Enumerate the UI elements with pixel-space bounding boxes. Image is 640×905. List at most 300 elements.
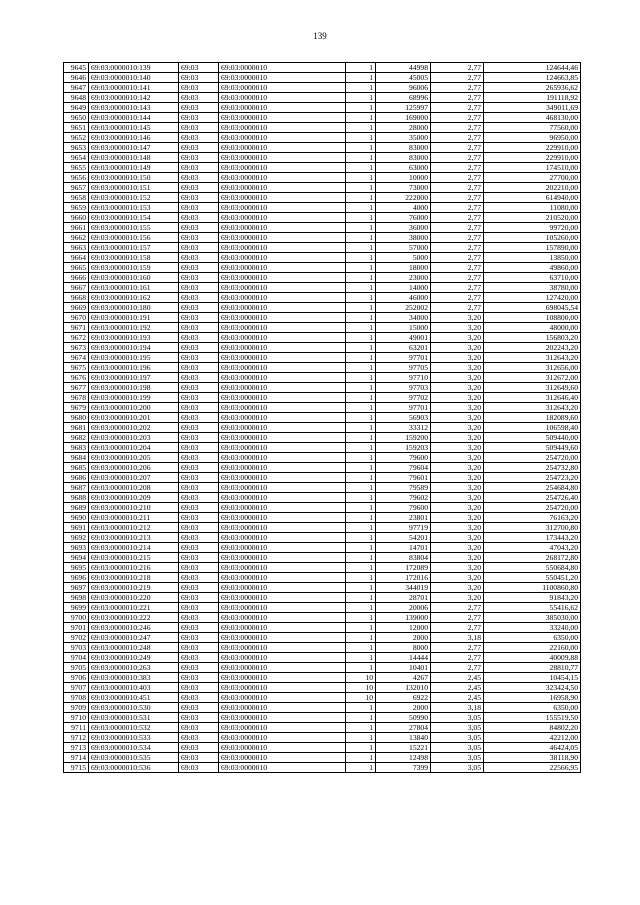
count-cell: 1 [346, 153, 376, 163]
count-cell: 1 [346, 523, 376, 533]
region-code-cell: 69:03 [179, 443, 219, 453]
area-cell: 14000 [376, 283, 431, 293]
row-number-cell: 9657 [64, 183, 89, 193]
area-cell: 344019 [376, 583, 431, 593]
row-number-cell: 9665 [64, 263, 89, 273]
rate-cell: 2,77 [431, 603, 484, 613]
rate-cell: 3,05 [431, 713, 484, 723]
area-cell: 132010 [376, 683, 431, 693]
cadastral-number-cell: 69:03:0000010:209 [89, 493, 179, 503]
count-cell: 1 [346, 653, 376, 663]
region-code-cell: 69:03 [179, 403, 219, 413]
area-cell: 14701 [376, 543, 431, 553]
table-row [64, 433, 581, 443]
rate-cell: 3,20 [431, 343, 484, 353]
value-cell: 191118,92 [484, 93, 581, 103]
cadastral-quarter-cell: 69:03:0000010 [219, 483, 346, 493]
cadastral-number-cell: 69:03:0000010:197 [89, 373, 179, 383]
region-code-cell: 69:03 [179, 363, 219, 373]
cadastral-quarter-cell: 69:03:0000010 [219, 693, 346, 703]
area-cell: 33312 [376, 423, 431, 433]
count-cell: 1 [346, 623, 376, 633]
cadastral-number-cell: 69:03:0000010:161 [89, 283, 179, 293]
count-cell: 1 [346, 703, 376, 713]
cadastral-number-cell: 69:03:0000010:531 [89, 713, 179, 723]
rate-cell: 3,20 [431, 473, 484, 483]
cadastral-quarter-cell: 69:03:0000010 [219, 123, 346, 133]
row-number-cell: 9645 [64, 63, 89, 73]
cadastral-number-cell: 69:03:0000010:158 [89, 253, 179, 263]
region-code-cell: 69:03 [179, 753, 219, 763]
row-number-cell: 9685 [64, 463, 89, 473]
rate-cell: 3,05 [431, 723, 484, 733]
rate-cell: 3,20 [431, 313, 484, 323]
cadastral-quarter-cell: 69:03:0000010 [219, 613, 346, 623]
value-cell: 127420,00 [484, 293, 581, 303]
count-cell: 1 [346, 123, 376, 133]
cadastral-number-cell: 69:03:0000010:160 [89, 273, 179, 283]
area-cell: 10000 [376, 173, 431, 183]
cadastral-number-cell: 69:03:0000010:248 [89, 643, 179, 653]
row-number-cell: 9683 [64, 443, 89, 453]
cadastral-quarter-cell: 69:03:0000010 [219, 243, 346, 253]
table-row [64, 193, 581, 203]
cadastral-number-cell: 69:03:0000010:147 [89, 143, 179, 153]
count-cell: 1 [346, 513, 376, 523]
table-row [64, 743, 581, 753]
cadastral-quarter-cell: 69:03:0000010 [219, 143, 346, 153]
table-row [64, 163, 581, 173]
region-code-cell: 69:03 [179, 83, 219, 93]
count-cell: 1 [346, 323, 376, 333]
region-code-cell: 69:03 [179, 133, 219, 143]
rate-cell: 2,45 [431, 693, 484, 703]
table-row [64, 133, 581, 143]
cadastral-quarter-cell: 69:03:0000010 [219, 363, 346, 373]
cadastral-quarter-cell: 69:03:0000010 [219, 663, 346, 673]
table-row [64, 543, 581, 553]
count-cell: 1 [346, 93, 376, 103]
value-cell: 77560,00 [484, 123, 581, 133]
rate-cell: 3,20 [431, 363, 484, 373]
rate-cell: 3,20 [431, 553, 484, 563]
region-code-cell: 69:03 [179, 143, 219, 153]
row-number-cell: 9654 [64, 153, 89, 163]
rate-cell: 2,77 [431, 213, 484, 223]
rate-cell: 3,20 [431, 373, 484, 383]
area-cell: 5000 [376, 253, 431, 263]
count-cell: 1 [346, 333, 376, 343]
table-row [64, 633, 581, 643]
cadastral-number-cell: 69:03:0000010:139 [89, 63, 179, 73]
area-cell: 49001 [376, 333, 431, 343]
cadastral-quarter-cell: 69:03:0000010 [219, 353, 346, 363]
row-number-cell: 9659 [64, 203, 89, 213]
area-cell: 18000 [376, 263, 431, 273]
area-cell: 222000 [376, 193, 431, 203]
cadastral-number-cell: 69:03:0000010:532 [89, 723, 179, 733]
region-code-cell: 69:03 [179, 583, 219, 593]
value-cell: 11080,00 [484, 203, 581, 213]
rate-cell: 3,20 [431, 583, 484, 593]
rate-cell: 2,77 [431, 613, 484, 623]
cadastral-quarter-cell: 69:03:0000010 [219, 73, 346, 83]
row-number-cell: 9715 [64, 763, 89, 773]
value-cell: 28810,77 [484, 663, 581, 673]
area-cell: 79604 [376, 463, 431, 473]
table-row [64, 723, 581, 733]
row-number-cell: 9684 [64, 453, 89, 463]
region-code-cell: 69:03 [179, 333, 219, 343]
region-code-cell: 69:03 [179, 233, 219, 243]
region-code-cell: 69:03 [179, 703, 219, 713]
table-row [64, 463, 581, 473]
row-number-cell: 9689 [64, 503, 89, 513]
cadastral-quarter-cell: 69:03:0000010 [219, 153, 346, 163]
value-cell: 312646,40 [484, 393, 581, 403]
row-number-cell: 9708 [64, 693, 89, 703]
area-cell: 27804 [376, 723, 431, 733]
cadastral-quarter-cell: 69:03:0000010 [219, 433, 346, 443]
count-cell: 1 [346, 733, 376, 743]
region-code-cell: 69:03 [179, 463, 219, 473]
table-row [64, 363, 581, 373]
area-cell: 172089 [376, 563, 431, 573]
row-number-cell: 9702 [64, 633, 89, 643]
value-cell: 550451,20 [484, 573, 581, 583]
row-number-cell: 9701 [64, 623, 89, 633]
region-code-cell: 69:03 [179, 693, 219, 703]
region-code-cell: 69:03 [179, 663, 219, 673]
table-row [64, 573, 581, 583]
region-code-cell: 69:03 [179, 673, 219, 683]
table-row [64, 533, 581, 543]
area-cell: 63201 [376, 343, 431, 353]
area-cell: 44998 [376, 63, 431, 73]
cadastral-number-cell: 69:03:0000010:149 [89, 163, 179, 173]
rate-cell: 2,77 [431, 93, 484, 103]
region-code-cell: 69:03 [179, 263, 219, 273]
rate-cell: 3,20 [431, 403, 484, 413]
cadastral-quarter-cell: 69:03:0000010 [219, 673, 346, 683]
region-code-cell: 69:03 [179, 113, 219, 123]
value-cell: 46424,05 [484, 743, 581, 753]
value-cell: 312643,20 [484, 403, 581, 413]
table-row [64, 503, 581, 513]
cadastral-quarter-cell: 69:03:0000010 [219, 763, 346, 773]
cadastral-number-cell: 69:03:0000010:204 [89, 443, 179, 453]
count-cell: 1 [346, 663, 376, 673]
cadastral-quarter-cell: 69:03:0000010 [219, 393, 346, 403]
area-cell: 83000 [376, 143, 431, 153]
rate-cell: 3,20 [431, 503, 484, 513]
rate-cell: 2,77 [431, 153, 484, 163]
rate-cell: 3,20 [431, 463, 484, 473]
table-row [64, 113, 581, 123]
cadastral-number-cell: 69:03:0000010:151 [89, 183, 179, 193]
rate-cell: 2,77 [431, 643, 484, 653]
region-code-cell: 69:03 [179, 293, 219, 303]
row-number-cell: 9709 [64, 703, 89, 713]
region-code-cell: 69:03 [179, 313, 219, 323]
cadastral-number-cell: 69:03:0000010:192 [89, 323, 179, 333]
cadastral-number-cell: 69:03:0000010:203 [89, 433, 179, 443]
value-cell: 385030,00 [484, 613, 581, 623]
cadastral-quarter-cell: 69:03:0000010 [219, 753, 346, 763]
cadastral-quarter-cell: 69:03:0000010 [219, 323, 346, 333]
rate-cell: 2,77 [431, 83, 484, 93]
row-number-cell: 9686 [64, 473, 89, 483]
cadastral-number-cell: 69:03:0000010:196 [89, 363, 179, 373]
cadastral-quarter-cell: 69:03:0000010 [219, 713, 346, 723]
cadastral-number-cell: 69:03:0000010:218 [89, 573, 179, 583]
region-code-cell: 69:03 [179, 343, 219, 353]
rate-cell: 2,77 [431, 233, 484, 243]
table-row [64, 473, 581, 483]
value-cell: 157890,00 [484, 243, 581, 253]
value-cell: 614940,00 [484, 193, 581, 203]
table-row [64, 423, 581, 433]
area-cell: 97703 [376, 383, 431, 393]
cadastral-quarter-cell: 69:03:0000010 [219, 543, 346, 553]
region-code-cell: 69:03 [179, 173, 219, 183]
row-number-cell: 9713 [64, 743, 89, 753]
row-number-cell: 9678 [64, 393, 89, 403]
row-number-cell: 9687 [64, 483, 89, 493]
cadastral-number-cell: 69:03:0000010:154 [89, 213, 179, 223]
area-cell: 12000 [376, 623, 431, 633]
area-cell: 35000 [376, 133, 431, 143]
region-code-cell: 69:03 [179, 273, 219, 283]
count-cell: 1 [346, 423, 376, 433]
row-number-cell: 9697 [64, 583, 89, 593]
rate-cell: 2,77 [431, 73, 484, 83]
area-cell: 79600 [376, 453, 431, 463]
value-cell: 63710,00 [484, 273, 581, 283]
cadastral-number-cell: 69:03:0000010:210 [89, 503, 179, 513]
row-number-cell: 9704 [64, 653, 89, 663]
count-cell: 1 [346, 493, 376, 503]
rate-cell: 3,20 [431, 563, 484, 573]
cadastral-number-cell: 69:03:0000010:143 [89, 103, 179, 113]
region-code-cell: 69:03 [179, 353, 219, 363]
cadastral-number-cell: 69:03:0000010:535 [89, 753, 179, 763]
cadastral-number-cell: 69:03:0000010:205 [89, 453, 179, 463]
value-cell: 38780,00 [484, 283, 581, 293]
row-number-cell: 9691 [64, 523, 89, 533]
cadastral-number-cell: 69:03:0000010:216 [89, 563, 179, 573]
region-code-cell: 69:03 [179, 473, 219, 483]
rate-cell: 3,05 [431, 743, 484, 753]
region-code-cell: 69:03 [179, 93, 219, 103]
rate-cell: 3,20 [431, 353, 484, 363]
row-number-cell: 9680 [64, 413, 89, 423]
region-code-cell: 69:03 [179, 633, 219, 643]
rate-cell: 2,77 [431, 253, 484, 263]
row-number-cell: 9677 [64, 383, 89, 393]
count-cell: 1 [346, 83, 376, 93]
count-cell: 1 [346, 313, 376, 323]
row-number-cell: 9650 [64, 113, 89, 123]
rate-cell: 2,77 [431, 183, 484, 193]
table-row [64, 263, 581, 273]
value-cell: 49860,00 [484, 263, 581, 273]
cadastral-quarter-cell: 69:03:0000010 [219, 473, 346, 483]
area-cell: 57000 [376, 243, 431, 253]
table-row [64, 273, 581, 283]
table-row [64, 123, 581, 133]
count-cell: 1 [346, 443, 376, 453]
count-cell: 1 [346, 163, 376, 173]
count-cell: 1 [346, 143, 376, 153]
cadastral-quarter-cell: 69:03:0000010 [219, 183, 346, 193]
value-cell: 13850,00 [484, 253, 581, 263]
cadastral-number-cell: 69:03:0000010:191 [89, 313, 179, 323]
table-row [64, 303, 581, 313]
cadastral-quarter-cell: 69:03:0000010 [219, 703, 346, 713]
table-row [64, 353, 581, 363]
count-cell: 1 [346, 583, 376, 593]
region-code-cell: 69:03 [179, 383, 219, 393]
cadastral-number-cell: 69:03:0000010:220 [89, 593, 179, 603]
cadastral-quarter-cell: 69:03:0000010 [219, 573, 346, 583]
cadastral-number-cell: 69:03:0000010:206 [89, 463, 179, 473]
cadastral-quarter-cell: 69:03:0000010 [219, 253, 346, 263]
table-row [64, 373, 581, 383]
cadastral-number-cell: 69:03:0000010:146 [89, 133, 179, 143]
cadastral-quarter-cell: 69:03:0000010 [219, 203, 346, 213]
table-row [64, 143, 581, 153]
area-cell: 97705 [376, 363, 431, 373]
cadastral-number-cell: 69:03:0000010:208 [89, 483, 179, 493]
region-code-cell: 69:03 [179, 373, 219, 383]
table-row [64, 73, 581, 83]
value-cell: 6350,00 [484, 633, 581, 643]
cadastral-number-cell: 69:03:0000010:193 [89, 333, 179, 343]
value-cell: 312656,00 [484, 363, 581, 373]
region-code-cell: 69:03 [179, 653, 219, 663]
region-code-cell: 69:03 [179, 283, 219, 293]
table-row [64, 613, 581, 623]
area-cell: 68996 [376, 93, 431, 103]
value-cell: 48000,00 [484, 323, 581, 333]
area-cell: 63000 [376, 163, 431, 173]
area-cell: 172016 [376, 573, 431, 583]
row-number-cell: 9661 [64, 223, 89, 233]
rate-cell: 2,45 [431, 673, 484, 683]
region-code-cell: 69:03 [179, 103, 219, 113]
cadastral-number-cell: 69:03:0000010:536 [89, 763, 179, 773]
row-number-cell: 9714 [64, 753, 89, 763]
count-cell: 1 [346, 393, 376, 403]
count-cell: 1 [346, 743, 376, 753]
table-row [64, 343, 581, 353]
count-cell: 1 [346, 113, 376, 123]
rate-cell: 2,77 [431, 243, 484, 253]
table-row [64, 583, 581, 593]
cadastral-quarter-cell: 69:03:0000010 [219, 623, 346, 633]
area-cell: 169000 [376, 113, 431, 123]
count-cell: 1 [346, 643, 376, 653]
value-cell: 182089,60 [484, 413, 581, 423]
table-row [64, 383, 581, 393]
value-cell: 105260,00 [484, 233, 581, 243]
cadastral-number-cell: 69:03:0000010:148 [89, 153, 179, 163]
value-cell: 99720,00 [484, 223, 581, 233]
cadastral-number-cell: 69:03:0000010:194 [89, 343, 179, 353]
rate-cell: 3,05 [431, 733, 484, 743]
cadastral-quarter-cell: 69:03:0000010 [219, 283, 346, 293]
cadastral-quarter-cell: 69:03:0000010 [219, 383, 346, 393]
rate-cell: 2,77 [431, 223, 484, 233]
area-cell: 97719 [376, 523, 431, 533]
cadastral-quarter-cell: 69:03:0000010 [219, 733, 346, 743]
row-number-cell: 9666 [64, 273, 89, 283]
rate-cell: 2,77 [431, 193, 484, 203]
table-row [64, 623, 581, 633]
area-cell: 97701 [376, 353, 431, 363]
rate-cell: 3,20 [431, 573, 484, 583]
table-row [64, 313, 581, 323]
count-cell: 1 [346, 283, 376, 293]
row-number-cell: 9695 [64, 563, 89, 573]
cadastral-number-cell: 69:03:0000010:246 [89, 623, 179, 633]
cadastral-quarter-cell: 69:03:0000010 [219, 653, 346, 663]
cadastral-number-cell: 69:03:0000010:201 [89, 413, 179, 423]
region-code-cell: 69:03 [179, 603, 219, 613]
region-code-cell: 69:03 [179, 513, 219, 523]
cadastral-number-cell: 69:03:0000010:162 [89, 293, 179, 303]
area-cell: 14444 [376, 653, 431, 663]
cadastral-quarter-cell: 69:03:0000010 [219, 743, 346, 753]
table-row [64, 443, 581, 453]
row-number-cell: 9696 [64, 573, 89, 583]
cadastral-number-cell: 69:03:0000010:145 [89, 123, 179, 133]
area-cell: 28000 [376, 123, 431, 133]
count-cell: 1 [346, 223, 376, 233]
row-number-cell: 9710 [64, 713, 89, 723]
cadastral-quarter-cell: 69:03:0000010 [219, 523, 346, 533]
table-row [64, 513, 581, 523]
area-cell: 6922 [376, 693, 431, 703]
cadastral-number-cell: 69:03:0000010:534 [89, 743, 179, 753]
cadastral-number-cell: 69:03:0000010:263 [89, 663, 179, 673]
cadastral-quarter-cell: 69:03:0000010 [219, 263, 346, 273]
cadastral-number-cell: 69:03:0000010:222 [89, 613, 179, 623]
rate-cell: 2,77 [431, 293, 484, 303]
area-cell: 97702 [376, 393, 431, 403]
area-cell: 159203 [376, 443, 431, 453]
cadastral-number-cell: 69:03:0000010:212 [89, 523, 179, 533]
rate-cell: 2,77 [431, 143, 484, 153]
row-number-cell: 9670 [64, 313, 89, 323]
row-number-cell: 9672 [64, 333, 89, 343]
count-cell: 1 [346, 173, 376, 183]
cadastral-quarter-cell: 69:03:0000010 [219, 193, 346, 203]
value-cell: 108800,00 [484, 313, 581, 323]
rate-cell: 3,20 [431, 433, 484, 443]
rate-cell: 3,20 [431, 413, 484, 423]
rate-cell: 2,77 [431, 63, 484, 73]
cadastral-number-cell: 69:03:0000010:247 [89, 633, 179, 643]
count-cell: 1 [346, 193, 376, 203]
cadastral-number-cell: 69:03:0000010:157 [89, 243, 179, 253]
row-number-cell: 9688 [64, 493, 89, 503]
value-cell: 1100860,80 [484, 583, 581, 593]
area-cell: 139000 [376, 613, 431, 623]
region-code-cell: 69:03 [179, 253, 219, 263]
value-cell: 22566,95 [484, 763, 581, 773]
